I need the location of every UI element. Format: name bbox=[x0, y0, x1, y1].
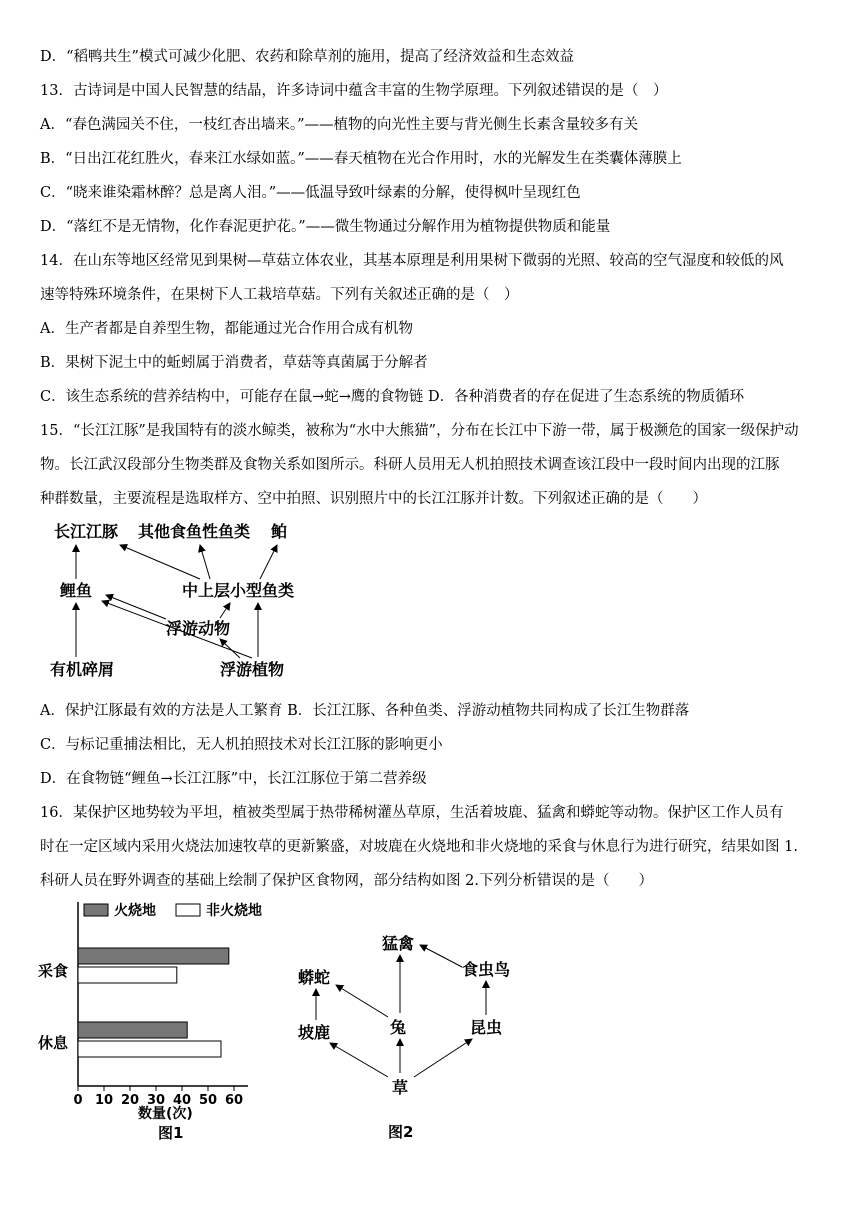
arrow bbox=[420, 945, 462, 967]
x-axis-label: 数量(次) bbox=[138, 1106, 193, 1122]
figure-1-caption: 图1 bbox=[158, 1124, 184, 1142]
question-16-stem: 16．某保护区地势较为平坦，植被类型属于热带稀树灌丛草原，生活着坡鹿、猛禽和蟒蛇等动物。保护区工作人员有 bbox=[40, 805, 784, 821]
node-insect: 昆虫 bbox=[470, 1018, 503, 1037]
question-15-stem: 15．“长江江豚”是我国特有的淡水鲸类，被称为“水中大熊猫”，分布在长江中下游一带，属于极濒危的国家一级保护动 bbox=[40, 423, 799, 439]
x-tick-label: 40 bbox=[172, 1093, 192, 1108]
node-phytoplankton: 浮游植物 bbox=[220, 660, 285, 679]
legend-label-unburned: 非火烧地 bbox=[206, 903, 262, 919]
node-grass: 草 bbox=[392, 1078, 409, 1097]
node-zooplankton: 浮游动物 bbox=[166, 619, 231, 638]
x-tick-label: 20 bbox=[120, 1093, 140, 1108]
arrow bbox=[260, 545, 277, 579]
arrow bbox=[220, 603, 230, 618]
question-15-option-d: D．在食物链“鲤鱼→长江江豚”中，长江江豚位于第二营养级 bbox=[40, 771, 427, 787]
question-15-option-ab: A．保护江豚最有效的方法是人工繁育 B．长江江豚、各种鱼类、浮游动植物共同构成了长江生物群落 bbox=[40, 703, 690, 719]
question-14-stem: 14．在山东等地区经常见到果树—草菇立体农业，其基本原理是利用果树下微弱的光照、较高的空气湿度和较低的风 bbox=[40, 253, 784, 269]
arrow bbox=[220, 639, 240, 658]
legend-label-burned: 火烧地 bbox=[114, 903, 156, 919]
question-13-option-d: D．“落红不是无情物，化作春泥更护花。”——微生物通过分解作用为植物提供物质和能量 bbox=[40, 219, 611, 235]
node-liyu: 鲤鱼 bbox=[60, 581, 93, 600]
bar-resting-burned bbox=[78, 1022, 187, 1038]
question-15-stem: 物。长江武汉段部分生物类群及食物关系如图所示。科研人员用无人机拍照技术调查该江段中一段时间内出现的江豚 bbox=[40, 457, 780, 473]
question-14-option-a: A．生产者都是自养型生物，都能通过光合作用合成有机物 bbox=[40, 321, 413, 337]
bar-resting-unburned bbox=[78, 1041, 221, 1057]
arrow bbox=[120, 545, 200, 579]
node-deer: 坡鹿 bbox=[298, 1023, 331, 1042]
node-rabbit: 兔 bbox=[390, 1018, 407, 1037]
bar-feeding-unburned bbox=[78, 967, 177, 983]
chart-figure-1 bbox=[36, 896, 276, 1146]
node-insectivorous-bird: 食虫鸟 bbox=[462, 960, 511, 979]
node-raptor: 猛禽 bbox=[382, 934, 415, 953]
arrow bbox=[330, 1043, 388, 1077]
node-bai: 鲌 bbox=[271, 522, 288, 541]
question-13-option-a: A．“春色满园关不住，一枝红杏出墙来。”——植物的向光性主要与背光侧生长素含量较多有关 bbox=[40, 117, 639, 133]
question-16-stem: 科研人员在野外调查的基础上绘制了保护区食物网，部分结构如图 2.下列分析错误的是（ ） bbox=[40, 873, 653, 889]
node-detritus: 有机碎屑 bbox=[50, 660, 115, 679]
x-tick-label: 10 bbox=[94, 1093, 114, 1108]
category-label-resting: 休息 bbox=[38, 1034, 69, 1052]
x-tick-label: 30 bbox=[146, 1093, 166, 1108]
question-13-option-b: B．“日出江花红胜火，春来江水绿如蓝。”——春天植物在光合作用时，水的光解发生在类囊体薄膜上 bbox=[40, 151, 682, 167]
arrow bbox=[106, 595, 166, 619]
food-web-figure-2 bbox=[290, 925, 530, 1145]
question-13-option-c: C．“晓来谁染霜林醉？总是离人泪。”——低温导致叶绿素的分解，使得枫叶呈现红色 bbox=[40, 185, 581, 201]
question-15-option-c: C．与标记重捕法相比，无人机拍照技术对长江江豚的影响更小 bbox=[40, 737, 443, 753]
figure-2-caption: 图2 bbox=[388, 1123, 414, 1141]
x-tick-label: 60 bbox=[224, 1093, 244, 1108]
legend-swatch-unburned bbox=[176, 904, 200, 916]
arrow bbox=[414, 1039, 472, 1077]
legend-swatch-burned bbox=[84, 904, 108, 916]
question-15-stem: 种群数量，主要流程是选取样方、空中拍照、识别照片中的长江江豚并计数。下列叙述正确的是（ ） bbox=[40, 491, 707, 507]
question-14-option-cd: C．该生态系统的营养结构中，可能存在鼠→蛇→鹰的食物链 D．各种消费者的存在促进了生态系统的物质循环 bbox=[40, 389, 745, 405]
node-python: 蟒蛇 bbox=[298, 968, 331, 987]
node-jiangtun: 长江江豚 bbox=[54, 522, 119, 541]
node-other-fish: 其他食鱼性鱼类 bbox=[138, 522, 251, 541]
category-label-feeding: 采食 bbox=[38, 962, 69, 980]
x-tick-label: 0 bbox=[73, 1093, 83, 1108]
text-line: D．“稻鸭共生”模式可减少化肥、农药和除草剂的施用，提高了经济效益和生态效益 bbox=[40, 49, 574, 65]
question-16-stem: 时在一定区域内采用火烧法加速牧草的更新繁盛，对坡鹿在火烧地和非火烧地的采食与休息行为进行研究，结果如图 1. bbox=[40, 839, 798, 855]
x-tick-label: 50 bbox=[198, 1093, 218, 1108]
food-web-figure-15 bbox=[40, 515, 310, 685]
arrow bbox=[200, 545, 210, 579]
question-13-stem: 13．古诗词是中国人民智慧的结晶，许多诗词中蕴含丰富的生物学原理。下列叙述错误的是（ ） bbox=[40, 83, 668, 99]
arrow bbox=[336, 985, 388, 1017]
node-small-fish: 中上层小型鱼类 bbox=[182, 581, 295, 600]
bar-feeding-burned bbox=[78, 948, 229, 964]
question-14-option-b: B．果树下泥土中的蚯蚓属于消费者，草菇等真菌属于分解者 bbox=[40, 355, 428, 371]
question-14-stem: 速等特殊环境条件，在果树下人工栽培草菇。下列有关叙述正确的是（ ） bbox=[40, 287, 519, 303]
